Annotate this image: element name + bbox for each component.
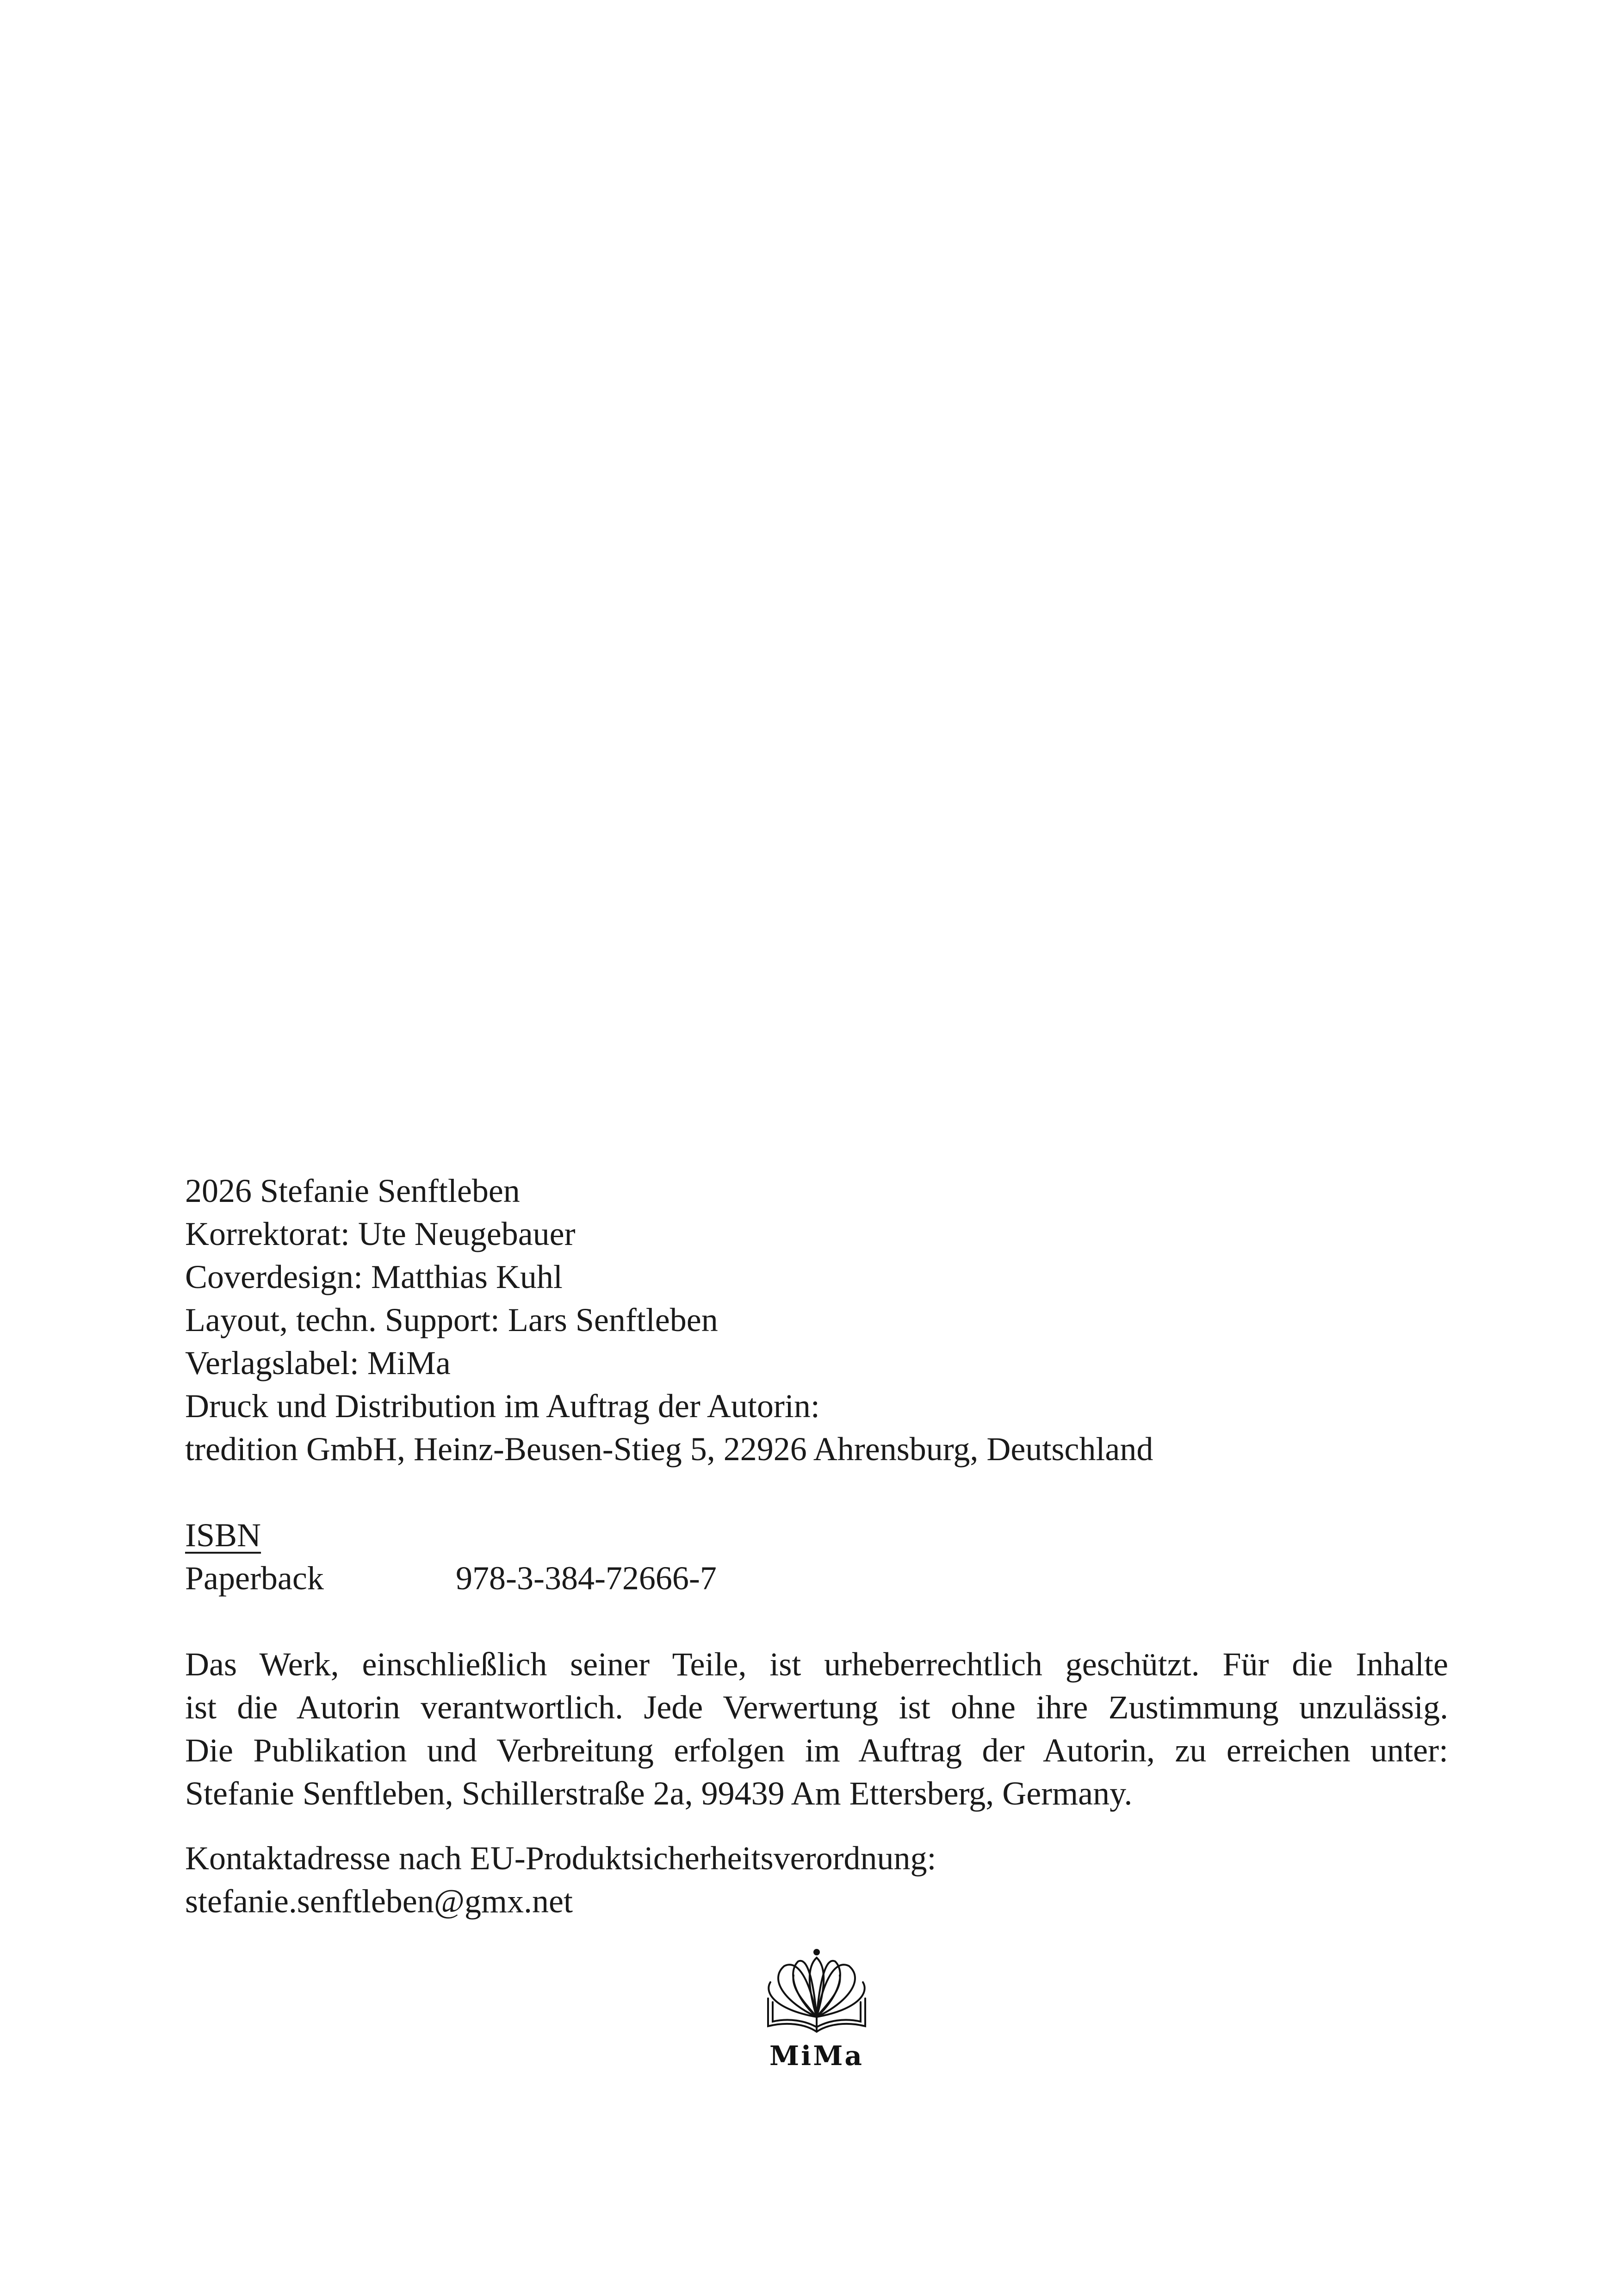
contact-email: stefanie.senftleben@gmx.net bbox=[185, 1883, 573, 1920]
legal-line: Das Werk, einschließlich seiner Teile, ist urheberrechtlich geschützt. Für die Inhalte bbox=[185, 1646, 1448, 1683]
isbn-row bbox=[185, 1557, 1448, 1600]
credits bbox=[185, 1170, 1448, 1471]
proofreading-credit: Korrektorat: Ute Neugebauer bbox=[185, 1215, 576, 1252]
copyright-line: 2026 Stefanie Senftleben bbox=[185, 1172, 520, 1209]
isbn-format: Paperback bbox=[185, 1560, 324, 1597]
isbn-heading: ISBN bbox=[185, 1517, 261, 1554]
publisher-logo-text: MiMa bbox=[769, 2040, 864, 2072]
cover-design-credit: Coverdesign: Matthias Kuhl bbox=[185, 1258, 563, 1295]
copyright-notice bbox=[185, 1643, 1448, 1815]
layout-credit: Layout, techn. Support: Lars Senftleben bbox=[185, 1301, 718, 1338]
contact-block bbox=[185, 1837, 1448, 1923]
legal-line: Stefanie Senftleben, Schillerstraße 2a, 99439 Am Ettersberg, Germany. bbox=[185, 1775, 1133, 1812]
distributor-address: tredition GmbH, Heinz-Beusen-Stieg 5, 22926 Ahrensburg, Deutschland bbox=[185, 1431, 1153, 1468]
isbn-number: 978-3-384-72666-7 bbox=[456, 1560, 717, 1597]
legal-line: Die Publikation und Verbreitung erfolgen im Auftrag der Autorin, zu erreichen unter: bbox=[185, 1732, 1448, 1769]
legal-line: ist die Autorin verantwortlich. Jede Verwertung ist ohne ihre Zustimmung unzulässig. bbox=[185, 1689, 1448, 1726]
imprint-block bbox=[185, 1170, 1448, 1923]
distribution-label: Druck und Distribution im Auftrag der Autorin: bbox=[185, 1388, 820, 1425]
contact-label: Kontaktadresse nach EU-Produktsicherheitsverordnung: bbox=[185, 1840, 936, 1877]
publisher-label: Verlagslabel: MiMa bbox=[185, 1344, 451, 1381]
publisher-logo bbox=[759, 1948, 874, 2072]
open-book-fan-icon bbox=[759, 1948, 874, 2040]
